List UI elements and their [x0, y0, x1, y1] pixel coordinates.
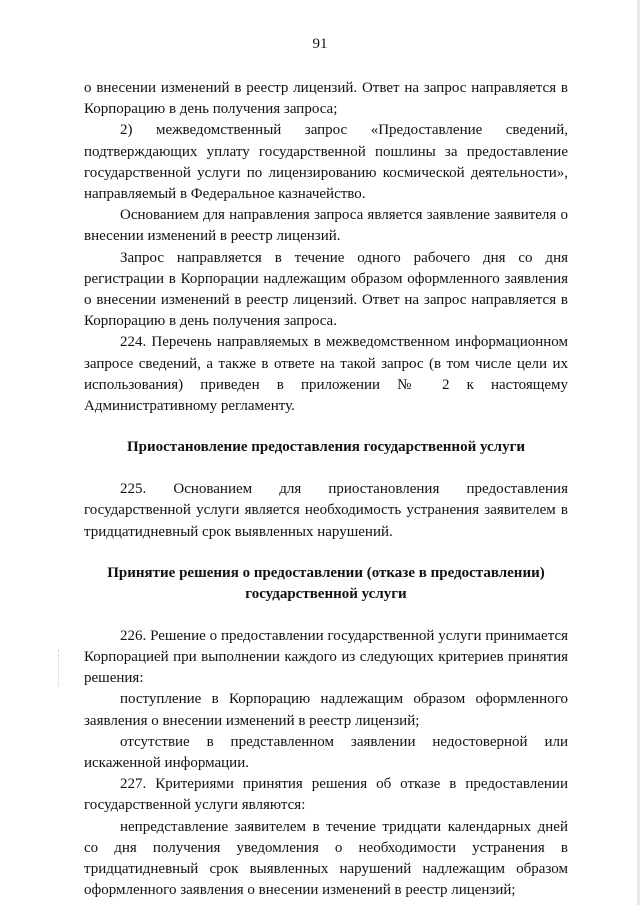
spacer [84, 417, 568, 437]
spacer [84, 543, 568, 563]
paragraph-interagency-request-2: 2) межведомственный запрос «Предоставление сведений, подтверждающих уплату государственной пошлины за предоставление государственной услуги по лицензированию космической деятельности», направляемый в Федеральное казначейство. [84, 122, 568, 203]
section-heading-suspension: Приостановление предоставления государственной услуги [126, 439, 526, 456]
paragraph-224: 224. Перечень направляемых в межведомственном информационном запросе сведений, а также в ответе на такой запрос (в том числе цели их использования) приведен в приложении № 2 к настоящему Административному регламенту. [84, 334, 568, 415]
spacer [84, 458, 568, 479]
page-number: 91 [312, 36, 328, 52]
section-heading-decision: Принятие решения о предоставлении (отказе в предоставлении) государственной услуги [107, 564, 545, 602]
scan-margin-mark [58, 650, 61, 686]
paragraph-criterion-receipt: поступление в Корпорацию надлежащим образом оформленного заявления о внесении изменений в реестр лицензий; [84, 691, 568, 729]
paragraph-criterion-accuracy: отсутствие в представленном заявлении недостоверной или искаженной информации. [84, 733, 568, 772]
paragraph-refusal-criterion: непредставление заявителем в течение тридцати календарных дней со дня получения уведомления о необходимости устранения в тридцатидневный срок выявленных нарушений надлежащим образом оформленного заявления о внесении изменений в реестр лицензий; [84, 818, 568, 899]
paragraph-request-basis: Основанием для направления запроса является заявление заявителя о внесении изменений в реестр лицензий. [84, 207, 568, 245]
paragraph-request-timing: Запрос направляется в течение одного рабочего дня со дня регистрации в Корпорации надлежащим образом оформленного заявления о внесении изменений в реестр лицензий. Ответ на запрос направляется в Корпорацию в день получения запроса. [84, 249, 568, 330]
paragraph-227: 227. Критериями принятия решения об отказе в предоставлении государственной услуги являются: [84, 776, 568, 814]
paragraph-continuation: о внесении изменений в реестр лицензий. Ответ на запрос направляется в Корпорацию в день получения запроса; [84, 80, 568, 118]
document-body [84, 78, 568, 902]
paragraph-225: 225. Основанием для приостановления предоставления государственной услуги является необходимость устранения заявителем в тридцатидневный срок выявленных нарушений. [84, 481, 568, 540]
paragraph-226: 226. Решение о предоставлении государственной услуги принимается Корпорацией при выполнении каждого из следующих критериев принятия решения: [84, 627, 568, 687]
spacer [84, 605, 568, 626]
